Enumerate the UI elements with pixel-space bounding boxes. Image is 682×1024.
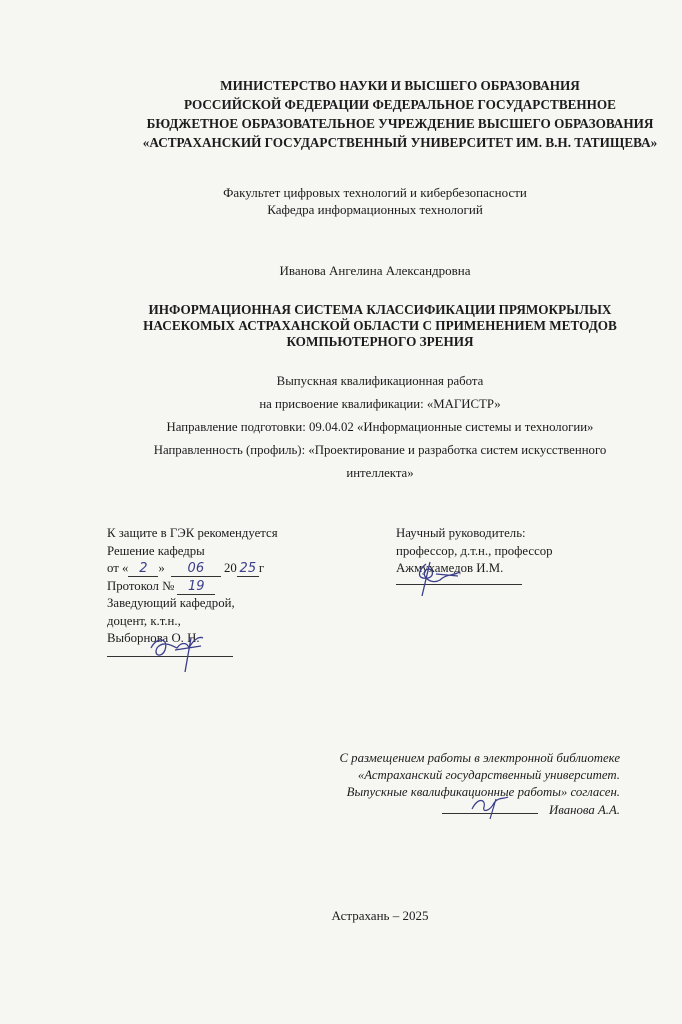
study-direction: Направление подготовки: 09.04.02 «Информационные системы и технологии» xyxy=(166,420,594,434)
protocol: Протокол № 19 xyxy=(107,578,278,596)
author-name: Иванова Ангелина Александровна xyxy=(279,263,471,278)
date-year: 25 xyxy=(237,562,259,577)
consent-line: «Астраханский государственный университет. xyxy=(357,768,620,782)
thesis-title-line: КОМПЬЮТЕРНОГО ЗРЕНИЯ xyxy=(286,334,474,349)
thesis-title-line: ИНФОРМАЦИОННАЯ СИСТЕМА КЛАССИФИКАЦИИ ПРЯМОКРЫЛЫХ xyxy=(148,302,612,317)
work-type: Выпускная квалификационная работа xyxy=(276,374,484,388)
consent-student-name: Иванова А.А. xyxy=(549,803,620,817)
supervisor-label: Научный руководитель: xyxy=(396,526,526,540)
decision-date: от « 2 » 06 20 25 г xyxy=(107,561,265,576)
defense-recommendation xyxy=(107,525,278,674)
head-degree: доцент, к.т.н., xyxy=(107,613,181,628)
department-name: Кафедра информационных технологий xyxy=(267,202,483,217)
profile-line: интеллекта» xyxy=(346,466,414,480)
head-name: Выборнова О. Н. xyxy=(107,631,200,645)
head-title: Заведующий кафедрой, xyxy=(107,596,235,610)
consent-signature xyxy=(300,801,620,819)
date-day: 2 xyxy=(128,562,158,577)
consent-line: Выпускные квалификационные работы» согласен. xyxy=(346,785,620,799)
library-consent xyxy=(300,750,620,819)
qualification: на присвоение квалификации: «МАГИСТР» xyxy=(259,397,501,411)
consent-signature-icon xyxy=(468,791,512,821)
head-signature-icon xyxy=(147,634,217,674)
ministry-line: РОССИЙСКОЙ ФЕДЕРАЦИИ ФЕДЕРАЛЬНОЕ ГОСУДАРСТВЕННОЕ xyxy=(184,97,616,112)
city-year: Астрахань – 2025 xyxy=(331,908,429,923)
consent-line: С размещением работы в электронной библиотеке xyxy=(339,751,620,765)
supervisor-block xyxy=(396,525,553,604)
supervisor-name: Ажмухамедов И.М. xyxy=(396,561,504,575)
work-info xyxy=(130,370,630,485)
supervisor-title: профессор, д.т.н., профессор xyxy=(396,543,553,558)
date-month: 06 xyxy=(171,562,221,577)
faculty-name: Факультет цифровых технологий и кибербезопасности xyxy=(223,185,527,200)
protocol-number: 19 xyxy=(177,580,215,595)
thesis-title-line: НАСЕКОМЫХ АСТРАХАНСКОЙ ОБЛАСТИ С ПРИМЕНЕНИЕМ МЕТОДОВ xyxy=(143,318,617,333)
ministry-line: БЮДЖЕТНОЕ ОБРАЗОВАТЕЛЬНОЕ УЧРЕЖДЕНИЕ ВЫСШЕГО ОБРАЗОВАНИЯ xyxy=(146,116,654,131)
profile-line: Направленность (профиль): «Проектирование и разработка систем искусственного xyxy=(153,443,607,457)
ministry-line: МИНИСТЕРСТВО НАУКИ И ВЫСШЕГО ОБРАЗОВАНИЯ xyxy=(220,78,580,93)
ministry-line: «АСТРАХАНСКИЙ ГОСУДАРСТВЕННЫЙ УНИВЕРСИТЕТ ИМ. В.Н. ТАТИЩЕВА» xyxy=(142,135,658,150)
faculty-block xyxy=(150,184,600,218)
supervisor-signature-icon xyxy=(406,560,466,600)
defense-line: К защите в ГЭК рекомендуется xyxy=(107,526,278,540)
department-decision: Решение кафедры xyxy=(107,543,205,558)
thesis-title xyxy=(120,302,640,350)
ministry-header xyxy=(110,76,682,152)
